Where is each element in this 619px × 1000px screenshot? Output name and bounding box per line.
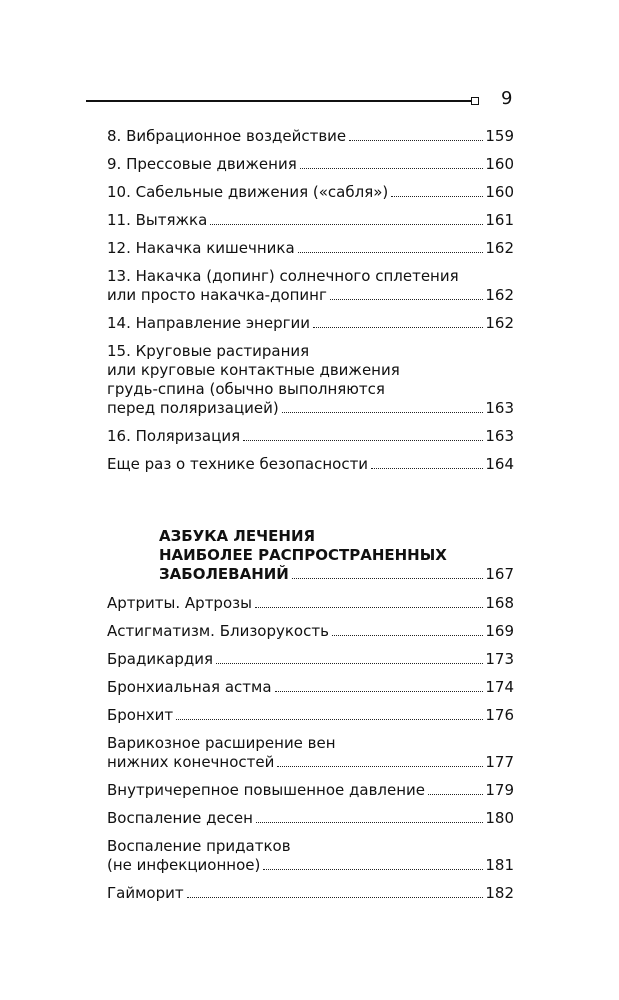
dot-leader [243,440,483,441]
toc-entry [107,809,514,837]
toc-entry-title: Еще раз о технике безопасности [107,455,369,473]
dot-leader [255,607,483,608]
toc-entry-title-line: грудь-спина (обычно выполняются [107,380,385,398]
toc-entry-title: Бронхит [107,706,174,724]
toc-entry-page: 163 [485,399,514,417]
header-square-ornament [471,97,479,105]
toc-entry-page: 162 [485,286,514,304]
toc-entry-page: 168 [485,594,514,612]
dot-leader [330,299,484,300]
toc-entry [107,155,514,183]
toc-entry-page: 169 [485,622,514,640]
toc-entry-page: 179 [485,781,514,799]
toc-entry [107,127,514,155]
toc-entry-title: перед поляризацией) [107,399,279,417]
toc-entry-title: Воспаление десен [107,809,253,827]
toc-entry [107,837,514,884]
toc-entry [107,239,514,267]
toc-heading-title: ЗАБОЛЕВАНИЙ [159,565,289,583]
toc-entry [107,267,514,314]
toc-entry-title: 16. Поляризация [107,427,241,445]
toc-entry-title: 14. Направление энергии [107,314,310,332]
page-number: 9 [501,88,513,109]
toc-entry [107,342,514,427]
toc-entry-page: 174 [485,678,514,696]
toc-entry-page: 163 [485,427,514,445]
dot-leader [349,140,483,141]
dot-leader [371,468,483,469]
toc-entry [107,183,514,211]
toc-entry-title-line: или круговые контактные движения [107,361,400,379]
toc-entry-page: 181 [485,856,514,874]
toc-entry-title: Брадикардия [107,650,214,668]
toc-heading-line: АЗБУКА ЛЕЧЕНИЯ [159,527,316,545]
toc-entry [107,734,514,781]
dot-leader [282,412,484,413]
toc-entry [107,884,514,912]
toc-entry-title: 9. Прессовые движения [107,155,297,173]
dot-leader [277,766,483,767]
toc-entry-title: (не инфекционное) [107,856,261,874]
toc-entry-title: 8. Вибрационное воздействие [107,127,347,145]
dot-leader [313,327,483,328]
toc-entry-title: Бронхиальная астма [107,678,272,696]
dot-leader [176,719,483,720]
dot-leader [263,869,483,870]
dot-leader [292,578,484,579]
toc-entry [107,455,514,483]
toc-entry [107,211,514,239]
toc-entry-page: 176 [485,706,514,724]
toc-entry-title-line: Варикозное расширение вен [107,734,336,752]
dot-leader [391,196,483,197]
toc-entry [107,314,514,342]
toc-entry-title: 10. Сабельные движения («сабля») [107,183,389,201]
toc-entry-title: Астигматизм. Близорукость [107,622,329,640]
toc-entry-page: 180 [485,809,514,827]
toc-entry-title: Внутричерепное повышенное давление [107,781,426,799]
toc-entry [107,622,514,650]
dot-leader [275,691,484,692]
toc-entry [107,781,514,809]
toc-entry-page: 159 [485,127,514,145]
toc-section-heading [107,527,514,594]
toc-entry-page: 177 [485,753,514,771]
toc-section-2 [107,527,514,912]
toc-heading-line: НАИБОЛЕЕ РАСПРОСТРАНЕННЫХ [159,546,447,564]
toc-entry-page: 160 [485,183,514,201]
toc-heading-page: 167 [485,565,514,583]
dot-leader [210,224,483,225]
toc-entry-title: или просто накачка-допинг [107,286,327,304]
toc-entry [107,678,514,706]
toc-entry [107,427,514,455]
toc-entry-title: 11. Вытяжка [107,211,208,229]
header-rule [86,100,471,102]
toc-entry-page: 182 [485,884,514,902]
dot-leader [332,635,483,636]
dot-leader [216,663,483,664]
dot-leader [187,897,484,898]
dot-leader [428,794,483,795]
toc-entry-title-line: 13. Накачка (допинг) солнечного сплетения [107,267,459,285]
toc-entry [107,650,514,678]
dot-leader [300,168,484,169]
toc-entry-page: 173 [485,650,514,668]
toc-entry [107,706,514,734]
toc-entry-page: 162 [485,239,514,257]
toc-entry-title-line: Воспаление придатков [107,837,291,855]
toc-entry-title: 12. Накачка кишечника [107,239,295,257]
toc-entry-title: нижних конечностей [107,753,275,771]
dot-leader [256,822,483,823]
toc-entry-title: Артриты. Артрозы [107,594,252,612]
toc-entry-page: 160 [485,155,514,173]
toc-entry-title: Гайморит [107,884,184,902]
dot-leader [298,252,484,253]
toc-section-1 [107,127,514,483]
toc-entry-page: 162 [485,314,514,332]
toc-entry [107,594,514,622]
toc-entry-page: 164 [485,455,514,473]
toc-entry-page: 161 [485,211,514,229]
toc-entry-title-line: 15. Круговые растирания [107,342,310,360]
